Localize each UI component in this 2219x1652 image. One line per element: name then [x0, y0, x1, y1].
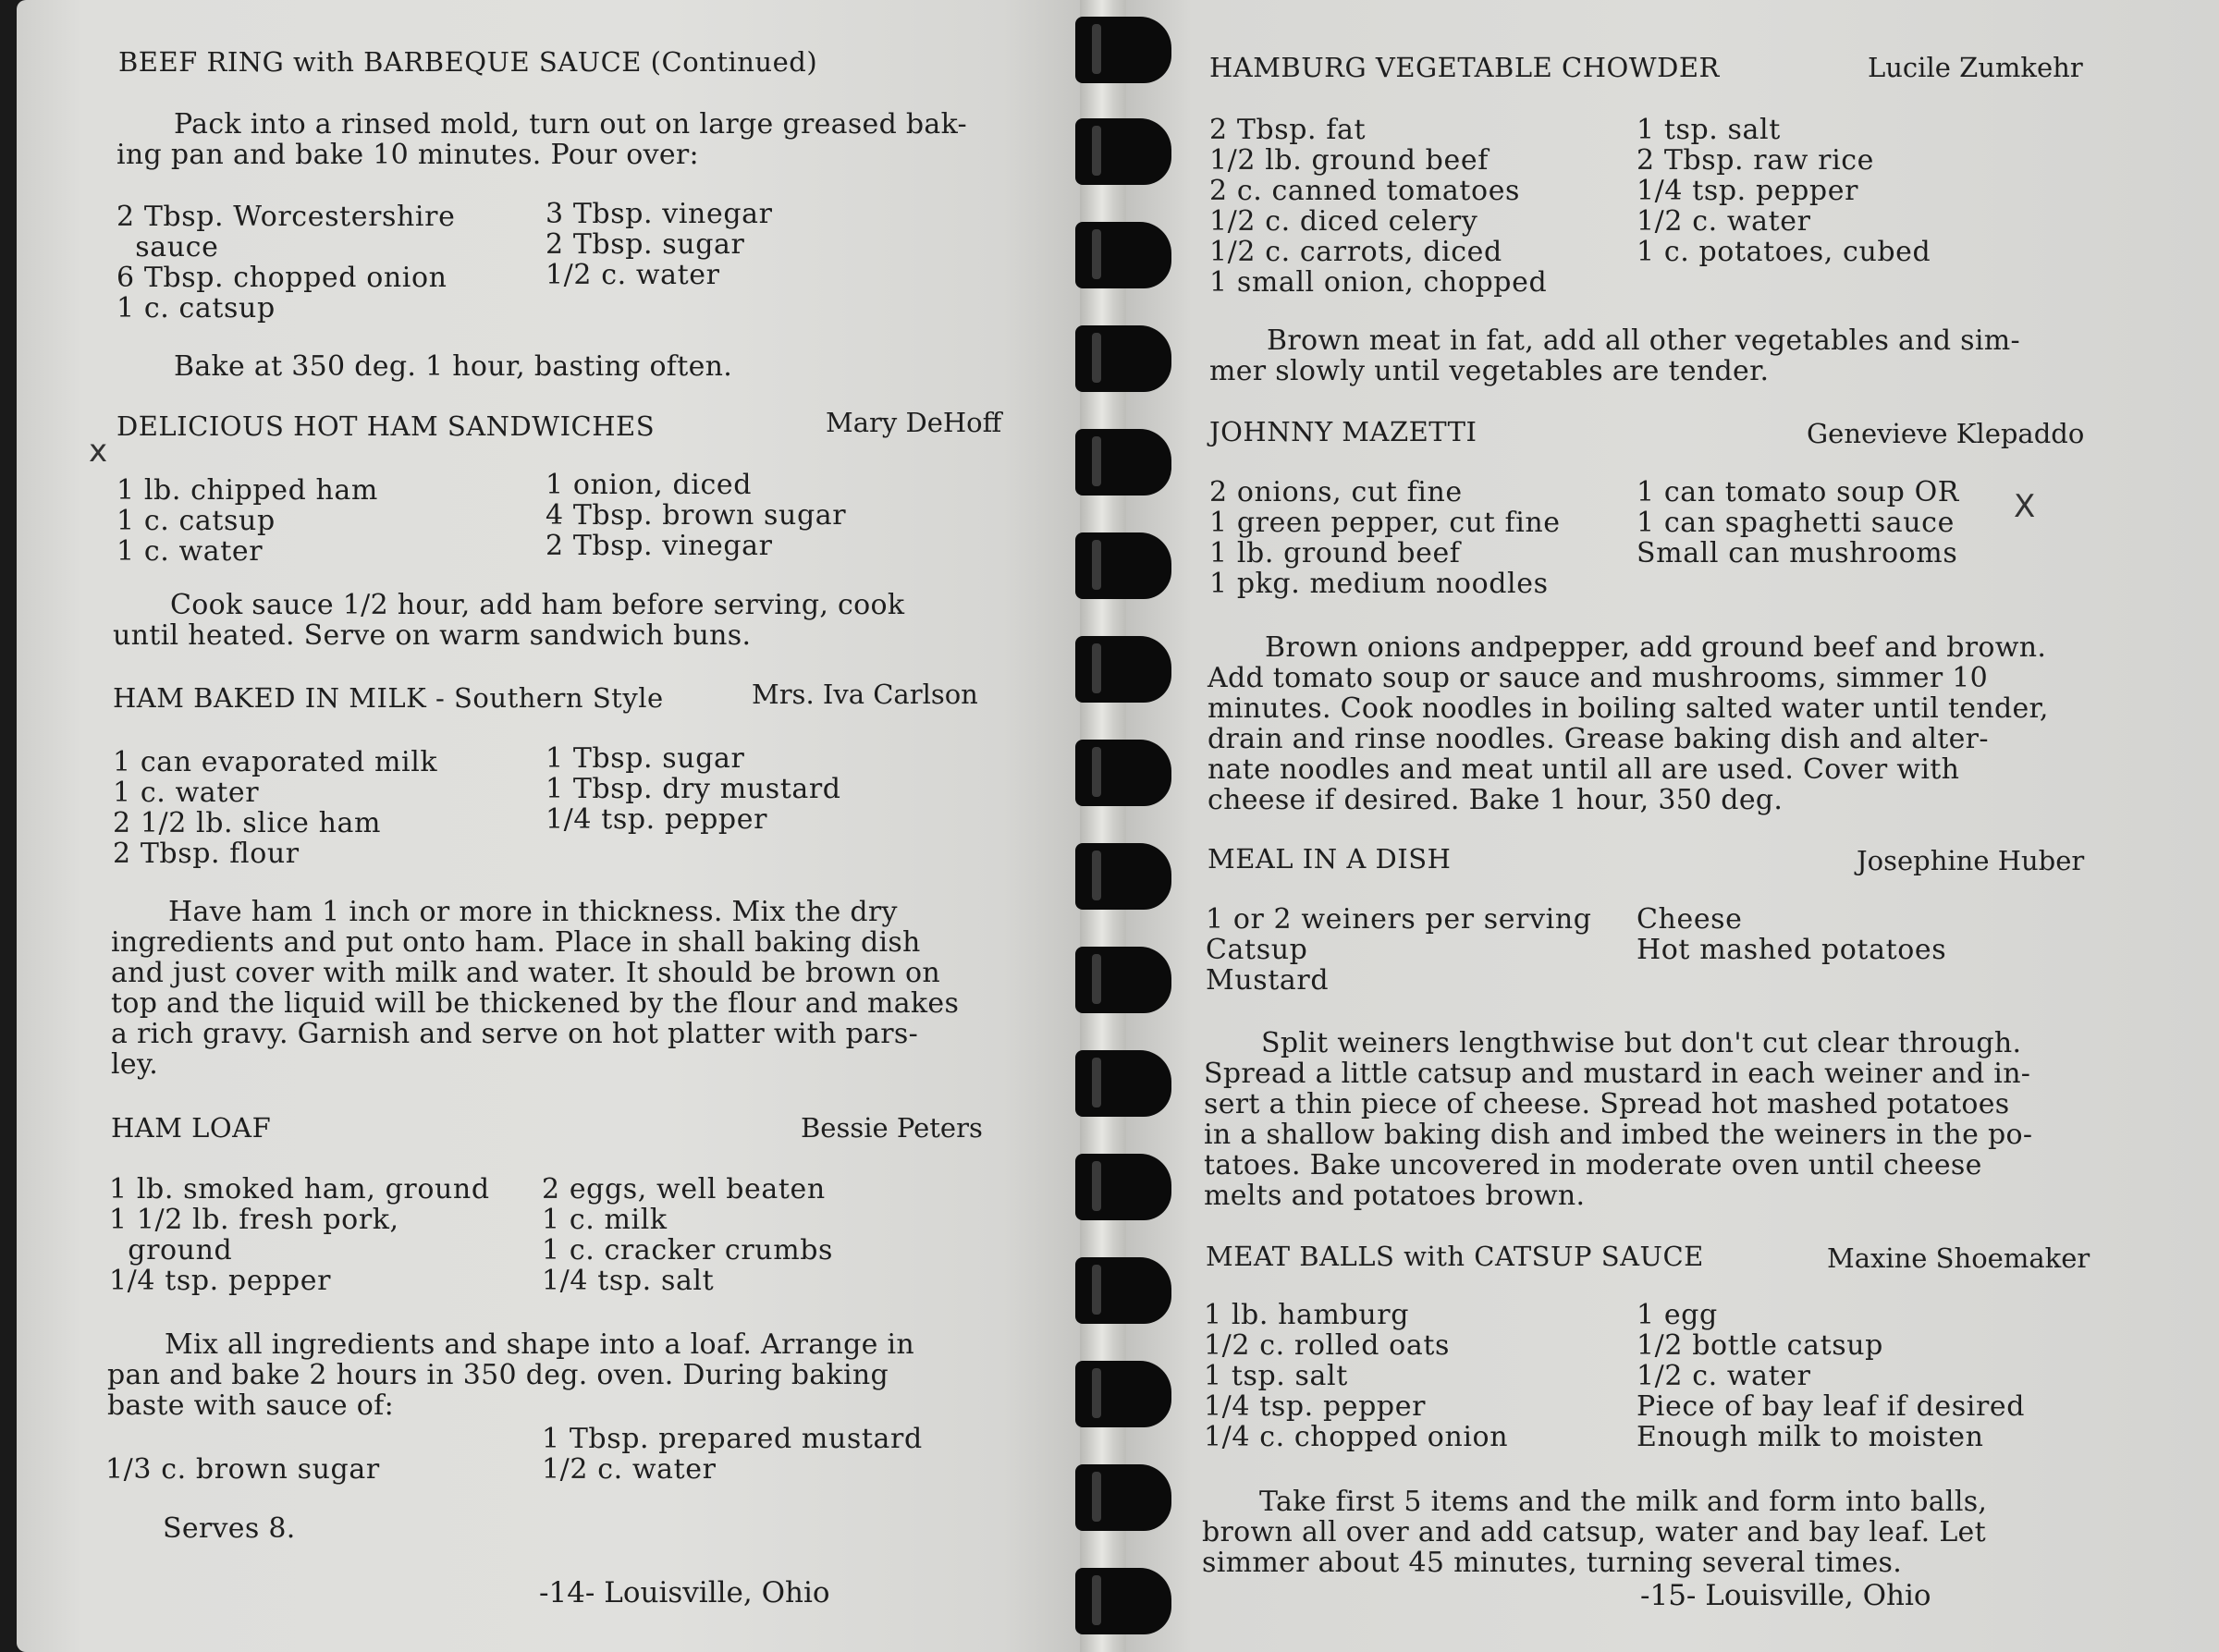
ingredients-col2-mazetti: 1 can tomato soup OR 1 can spaghetti sauce Small can mushrooms	[1637, 476, 1959, 569]
right-page	[1126, 0, 2219, 1652]
directions-chowder: Brown meat in fat, add all other vegetables and sim- mer slowly until vegetables are tender.	[1209, 324, 2020, 387]
recipe-title-beef-ring: BEEF RING with BARBEQUE SAUCE (Continued)	[118, 46, 818, 78]
recipe-author-meat-balls: Maxine Shoemaker	[1827, 1242, 2090, 1274]
binding-coil	[1075, 532, 1171, 599]
recipe-title-meal-dish: MEAL IN A DISH	[1208, 843, 1452, 875]
pencil-x-mark: X	[2014, 488, 2036, 525]
sauce-col1-ham-loaf: 1/3 c. brown sugar	[105, 1453, 380, 1486]
binding-coil	[1075, 947, 1171, 1013]
ingredients-col2-ham-sandwiches: 1 onion, diced 4 Tbsp. brown sugar 2 Tbsp. vinegar	[546, 469, 847, 562]
directions-ham-sandwiches: Cook sauce 1/2 hour, add ham before serving, cook until heated. Serve on warm sandwich buns.	[113, 589, 905, 652]
directions-meal-dish: Split weiners lengthwise but don't cut clear through. Spread a little catsup and mustard in each weiner and in- sert a thin piece of cheese. Spread hot mashed potatoes in a shallow baking dish and imbed the weiners in the po- tatoes. Bake uncovered in moderate oven until cheese melts and potatoes brown.	[1204, 1027, 2033, 1212]
directions-beef-ring: Bake at 350 deg. 1 hour, basting often.	[174, 350, 733, 383]
pencil-x-mark: x	[89, 433, 108, 470]
binding-coil	[1075, 1361, 1171, 1427]
directions-ham-loaf: Mix all ingredients and shape into a loaf. Arrange in pan and bake 2 hours in 350 deg. oven. During baking baste with sauce of:	[107, 1328, 915, 1422]
ingredients-col2-ham-loaf: 2 eggs, well beaten 1 c. milk 1 c. cracker crumbs 1/4 tsp. salt	[542, 1173, 834, 1297]
directions-meat-balls: Take first 5 items and the milk and form into balls, brown all over and add catsup, water and bay leaf. Let simmer about 45 minutes, turning several times.	[1202, 1486, 1988, 1579]
page-footer-right: -15- Louisville, Ohio	[1640, 1579, 1931, 1612]
ingredients-col1-ham-loaf: 1 lb. smoked ham, ground 1 1/2 lb. fresh pork, ground 1/4 tsp. pepper	[109, 1173, 490, 1297]
ingredients-col2-beef-ring: 3 Tbsp. vinegar 2 Tbsp. sugar 1/2 c. water	[546, 198, 773, 291]
recipe-intro-beef-ring: Pack into a rinsed mold, turn out on large greased bak- ing pan and bake 10 minutes. Pour over:	[116, 108, 967, 171]
recipe-author-chowder: Lucile Zumkehr	[1868, 52, 2083, 83]
ingredients-col2-ham-milk: 1 Tbsp. sugar 1 Tbsp. dry mustard 1/4 tsp. pepper	[546, 742, 841, 836]
serves-ham-loaf: Serves 8.	[163, 1512, 296, 1545]
page-footer-left: -14- Louisville, Ohio	[539, 1576, 830, 1609]
binding-coil	[1075, 1568, 1171, 1634]
ingredients-col1-ham-sandwiches: 1 lb. chipped ham 1 c. catsup 1 c. water	[116, 474, 378, 568]
binding-coil	[1075, 1257, 1171, 1324]
recipe-title-ham-milk: HAM BAKED IN MILK - Southern Style	[113, 682, 664, 714]
ingredients-col2-meal-dish: Cheese Hot mashed potatoes	[1637, 903, 1947, 966]
recipe-title-ham-sandwiches: DELICIOUS HOT HAM SANDWICHES	[116, 410, 656, 442]
binding-coil	[1075, 118, 1171, 185]
recipe-author-ham-milk: Mrs. Iva Carlson	[752, 679, 978, 710]
recipe-title-chowder: HAMBURG VEGETABLE CHOWDER	[1209, 52, 1720, 83]
recipe-author-mazetti: Genevieve Klepaddo	[1807, 418, 2085, 449]
recipe-title-meat-balls: MEAT BALLS with CATSUP SAUCE	[1206, 1241, 1704, 1272]
binding-coil	[1075, 429, 1171, 496]
binding-coil	[1075, 1050, 1171, 1117]
binding-coil	[1075, 1464, 1171, 1531]
sauce-col2-ham-loaf: 1 Tbsp. prepared mustard 1/2 c. water	[542, 1423, 923, 1486]
ingredients-col2-chowder: 1 tsp. salt 2 Tbsp. raw rice 1/4 tsp. pepper 1/2 c. water 1 c. potatoes, cubed	[1637, 114, 1931, 268]
ingredients-col1-meal-dish: 1 or 2 weiners per serving Catsup Mustard	[1206, 903, 1592, 997]
left-page	[17, 0, 1089, 1652]
binding-coil	[1075, 843, 1171, 910]
binding-coil	[1075, 17, 1171, 83]
ingredients-col1-mazetti: 2 onions, cut fine 1 green pepper, cut fine 1 lb. ground beef 1 pkg. medium noodles	[1209, 476, 1561, 600]
recipe-author-ham-sandwiches: Mary DeHoff	[826, 407, 1002, 438]
binding-coil	[1075, 1154, 1171, 1220]
ingredients-col1-ham-milk: 1 can evaporated milk 1 c. water 2 1/2 lb. slice ham 2 Tbsp. flour	[113, 746, 438, 870]
recipe-title-mazetti: JOHNNY MAZETTI	[1209, 416, 1477, 447]
binding-coil	[1075, 222, 1171, 288]
recipe-author-ham-loaf: Bessie Peters	[801, 1112, 983, 1144]
directions-ham-milk: Have ham 1 inch or more in thickness. Mix the dry ingredients and put onto ham. Place in shall baking dish and just cover with milk and water. It should be brown on top and the liquid will be thickened by the flour and makes a rich gravy. Garnish and serve on hot platter with pars- ley.	[111, 896, 960, 1081]
ingredients-col1-chowder: 2 Tbsp. fat 1/2 lb. ground beef 2 c. canned tomatoes 1/2 c. diced celery 1/2 c. carrots, diced 1 small onion, chopped	[1209, 114, 1548, 299]
recipe-author-meal-dish: Josephine Huber	[1857, 845, 2085, 876]
binding-coil	[1075, 325, 1171, 392]
binding-coil	[1075, 636, 1171, 703]
recipe-title-ham-loaf: HAM LOAF	[111, 1112, 272, 1144]
ingredients-col1-meat-balls: 1 lb. hamburg 1/2 c. rolled oats 1 tsp. salt 1/4 tsp. pepper 1/4 c. chopped onion	[1204, 1299, 1509, 1453]
ingredients-col2-meat-balls: 1 egg 1/2 bottle catsup 1/2 c. water Piece of bay leaf if desired Enough milk to moisten	[1637, 1299, 2026, 1453]
directions-mazetti: Brown onions andpepper, add ground beef and brown. Add tomato soup or sauce and mushrooms, simmer 10 minutes. Cook noodles in boiling salted water until tender, drain and rinse noodles. Grease baking dish and alter- nate noodles and meat until all are used. Cover with cheese if desired. Bake 1 hour, 350 deg.	[1208, 631, 2049, 816]
binding-coil	[1075, 740, 1171, 806]
ingredients-col1-beef-ring: 2 Tbsp. Worcestershire sauce 6 Tbsp. chopped onion 1 c. catsup	[116, 201, 456, 324]
